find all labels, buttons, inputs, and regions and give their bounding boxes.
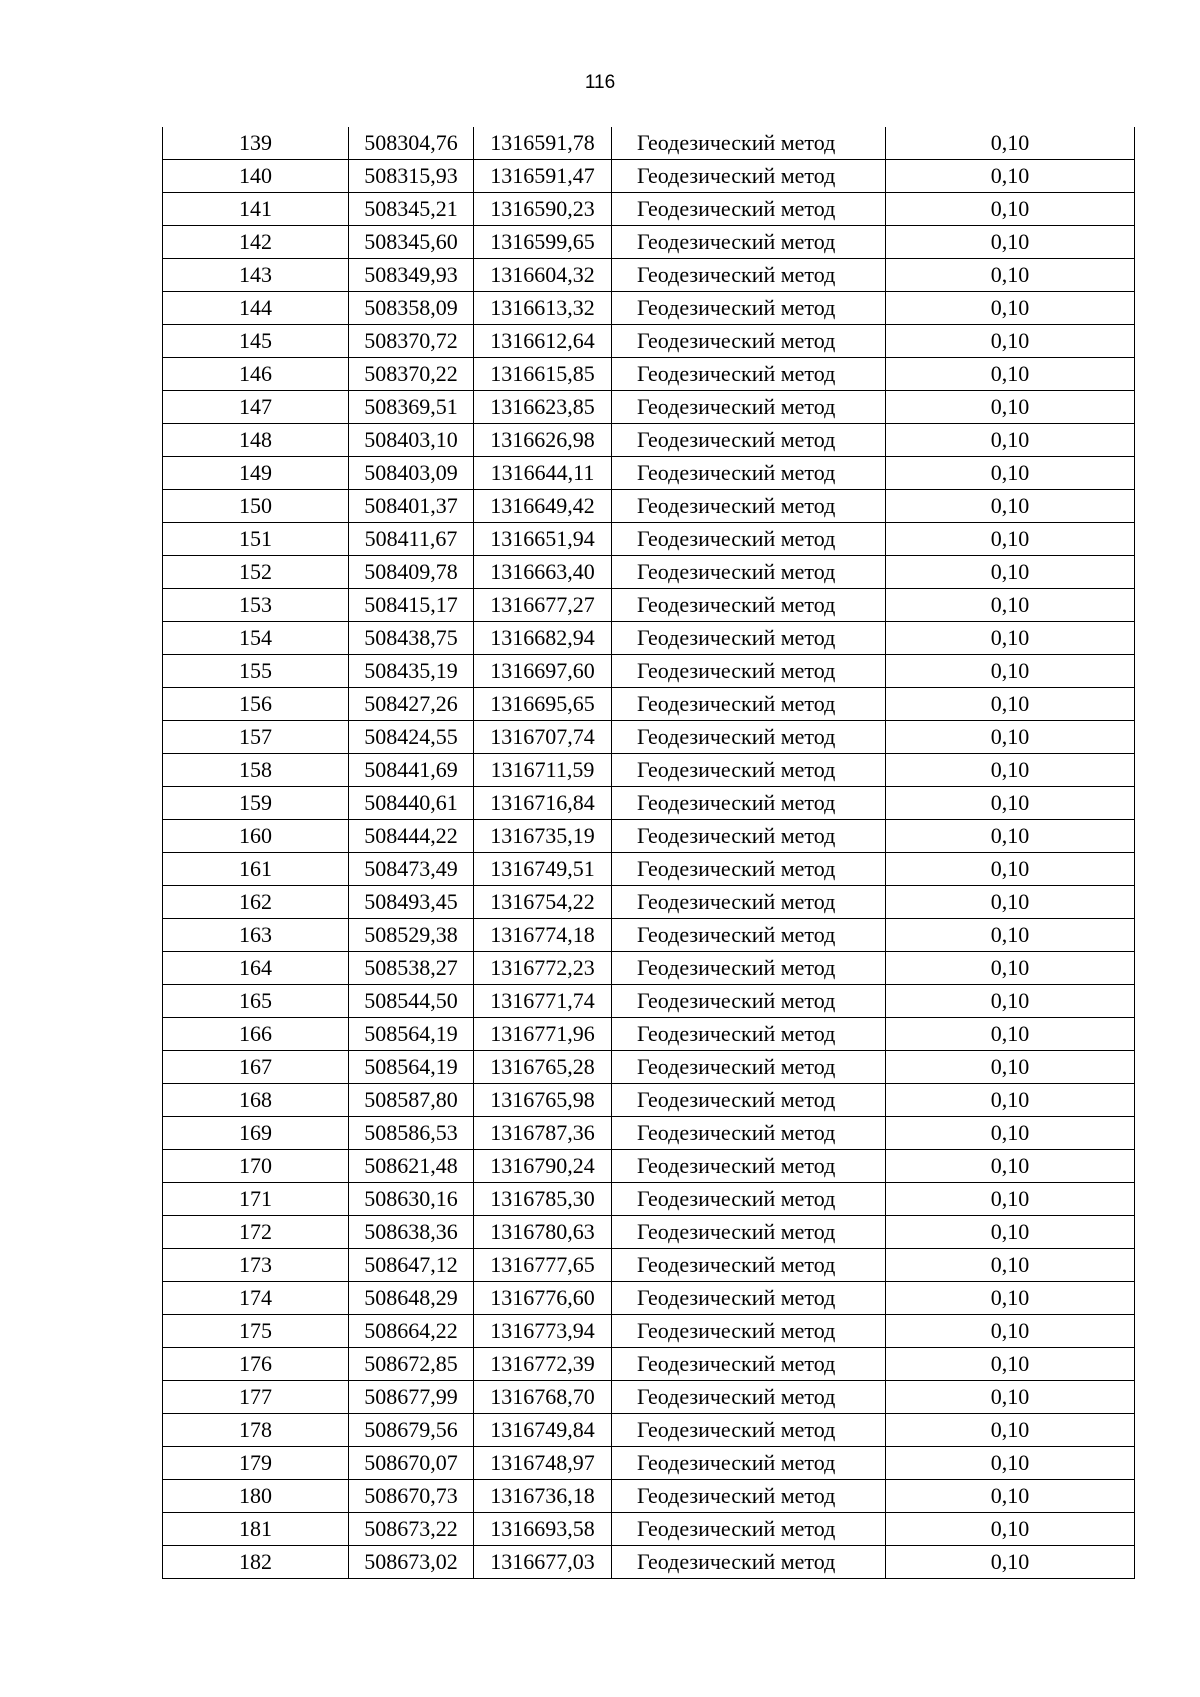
y-coordinate-cell: 1316623,85 bbox=[474, 391, 612, 424]
method-cell: Геодезический метод bbox=[612, 820, 886, 853]
accuracy-cell: 0,10 bbox=[886, 325, 1135, 358]
x-coordinate-cell: 508529,38 bbox=[349, 919, 474, 952]
accuracy-cell: 0,10 bbox=[886, 655, 1135, 688]
point-number-cell: 139 bbox=[163, 127, 349, 160]
method-cell: Геодезический метод bbox=[612, 556, 886, 589]
point-number-cell: 151 bbox=[163, 523, 349, 556]
x-coordinate-cell: 508315,93 bbox=[349, 160, 474, 193]
method-cell: Геодезический метод bbox=[612, 1480, 886, 1513]
y-coordinate-cell: 1316765,98 bbox=[474, 1084, 612, 1117]
y-coordinate-cell: 1316711,59 bbox=[474, 754, 612, 787]
point-number-cell: 162 bbox=[163, 886, 349, 919]
method-cell: Геодезический метод bbox=[612, 886, 886, 919]
point-number-cell: 158 bbox=[163, 754, 349, 787]
table-row bbox=[163, 787, 1135, 820]
accuracy-cell: 0,10 bbox=[886, 688, 1135, 721]
y-coordinate-cell: 1316787,36 bbox=[474, 1117, 612, 1150]
method-cell: Геодезический метод bbox=[612, 391, 886, 424]
x-coordinate-cell: 508586,53 bbox=[349, 1117, 474, 1150]
method-cell: Геодезический метод bbox=[612, 1150, 886, 1183]
x-coordinate-cell: 508630,16 bbox=[349, 1183, 474, 1216]
point-number-cell: 181 bbox=[163, 1513, 349, 1546]
y-coordinate-cell: 1316768,70 bbox=[474, 1381, 612, 1414]
accuracy-cell: 0,10 bbox=[886, 1183, 1135, 1216]
x-coordinate-cell: 508544,50 bbox=[349, 985, 474, 1018]
point-number-cell: 180 bbox=[163, 1480, 349, 1513]
method-cell: Геодезический метод bbox=[612, 1051, 886, 1084]
point-number-cell: 147 bbox=[163, 391, 349, 424]
y-coordinate-cell: 1316649,42 bbox=[474, 490, 612, 523]
coordinates-table-body bbox=[163, 127, 1135, 1579]
table-row bbox=[163, 1117, 1135, 1150]
x-coordinate-cell: 508677,99 bbox=[349, 1381, 474, 1414]
method-cell: Геодезический метод bbox=[612, 1084, 886, 1117]
x-coordinate-cell: 508370,72 bbox=[349, 325, 474, 358]
accuracy-cell: 0,10 bbox=[886, 490, 1135, 523]
method-cell: Геодезический метод bbox=[612, 1183, 886, 1216]
accuracy-cell: 0,10 bbox=[886, 952, 1135, 985]
accuracy-cell: 0,10 bbox=[886, 523, 1135, 556]
y-coordinate-cell: 1316772,39 bbox=[474, 1348, 612, 1381]
accuracy-cell: 0,10 bbox=[886, 1348, 1135, 1381]
accuracy-cell: 0,10 bbox=[886, 1513, 1135, 1546]
method-cell: Геодезический метод bbox=[612, 985, 886, 1018]
accuracy-cell: 0,10 bbox=[886, 1447, 1135, 1480]
table-row bbox=[163, 490, 1135, 523]
accuracy-cell: 0,10 bbox=[886, 1018, 1135, 1051]
accuracy-cell: 0,10 bbox=[886, 193, 1135, 226]
table-row bbox=[163, 1546, 1135, 1579]
method-cell: Геодезический метод bbox=[612, 589, 886, 622]
point-number-cell: 172 bbox=[163, 1216, 349, 1249]
point-number-cell: 140 bbox=[163, 160, 349, 193]
point-number-cell: 160 bbox=[163, 820, 349, 853]
method-cell: Геодезический метод bbox=[612, 457, 886, 490]
point-number-cell: 153 bbox=[163, 589, 349, 622]
table-row bbox=[163, 622, 1135, 655]
point-number-cell: 173 bbox=[163, 1249, 349, 1282]
table-row bbox=[163, 1216, 1135, 1249]
point-number-cell: 148 bbox=[163, 424, 349, 457]
method-cell: Геодезический метод bbox=[612, 1546, 886, 1579]
y-coordinate-cell: 1316677,03 bbox=[474, 1546, 612, 1579]
y-coordinate-cell: 1316599,65 bbox=[474, 226, 612, 259]
table-row bbox=[163, 127, 1135, 160]
table-row bbox=[163, 160, 1135, 193]
x-coordinate-cell: 508673,22 bbox=[349, 1513, 474, 1546]
point-number-cell: 171 bbox=[163, 1183, 349, 1216]
y-coordinate-cell: 1316736,18 bbox=[474, 1480, 612, 1513]
point-number-cell: 176 bbox=[163, 1348, 349, 1381]
method-cell: Геодезический метод bbox=[612, 160, 886, 193]
x-coordinate-cell: 508424,55 bbox=[349, 721, 474, 754]
accuracy-cell: 0,10 bbox=[886, 259, 1135, 292]
accuracy-cell: 0,10 bbox=[886, 292, 1135, 325]
x-coordinate-cell: 508370,22 bbox=[349, 358, 474, 391]
y-coordinate-cell: 1316591,47 bbox=[474, 160, 612, 193]
method-cell: Геодезический метод bbox=[612, 1414, 886, 1447]
method-cell: Геодезический метод bbox=[612, 787, 886, 820]
y-coordinate-cell: 1316754,22 bbox=[474, 886, 612, 919]
table-row bbox=[163, 820, 1135, 853]
accuracy-cell: 0,10 bbox=[886, 1117, 1135, 1150]
table-row bbox=[163, 754, 1135, 787]
method-cell: Геодезический метод bbox=[612, 226, 886, 259]
accuracy-cell: 0,10 bbox=[886, 1546, 1135, 1579]
point-number-cell: 141 bbox=[163, 193, 349, 226]
y-coordinate-cell: 1316749,84 bbox=[474, 1414, 612, 1447]
table-row bbox=[163, 226, 1135, 259]
x-coordinate-cell: 508664,22 bbox=[349, 1315, 474, 1348]
table-row bbox=[163, 1051, 1135, 1084]
method-cell: Геодезический метод bbox=[612, 1348, 886, 1381]
y-coordinate-cell: 1316716,84 bbox=[474, 787, 612, 820]
point-number-cell: 152 bbox=[163, 556, 349, 589]
table-row bbox=[163, 523, 1135, 556]
table-row bbox=[163, 1381, 1135, 1414]
y-coordinate-cell: 1316735,19 bbox=[474, 820, 612, 853]
point-number-cell: 168 bbox=[163, 1084, 349, 1117]
point-number-cell: 156 bbox=[163, 688, 349, 721]
y-coordinate-cell: 1316663,40 bbox=[474, 556, 612, 589]
y-coordinate-cell: 1316644,11 bbox=[474, 457, 612, 490]
x-coordinate-cell: 508493,45 bbox=[349, 886, 474, 919]
point-number-cell: 154 bbox=[163, 622, 349, 655]
x-coordinate-cell: 508411,67 bbox=[349, 523, 474, 556]
table-row bbox=[163, 1480, 1135, 1513]
table-row bbox=[163, 358, 1135, 391]
point-number-cell: 167 bbox=[163, 1051, 349, 1084]
table-row bbox=[163, 1414, 1135, 1447]
y-coordinate-cell: 1316697,60 bbox=[474, 655, 612, 688]
method-cell: Геодезический метод bbox=[612, 358, 886, 391]
method-cell: Геодезический метод bbox=[612, 424, 886, 457]
coordinates-table bbox=[162, 127, 1135, 1579]
y-coordinate-cell: 1316777,65 bbox=[474, 1249, 612, 1282]
table-row bbox=[163, 688, 1135, 721]
table-row bbox=[163, 259, 1135, 292]
x-coordinate-cell: 508401,37 bbox=[349, 490, 474, 523]
table-row bbox=[163, 721, 1135, 754]
point-number-cell: 175 bbox=[163, 1315, 349, 1348]
method-cell: Геодезический метод bbox=[612, 1249, 886, 1282]
accuracy-cell: 0,10 bbox=[886, 1051, 1135, 1084]
x-coordinate-cell: 508564,19 bbox=[349, 1018, 474, 1051]
table-row bbox=[163, 1315, 1135, 1348]
point-number-cell: 169 bbox=[163, 1117, 349, 1150]
method-cell: Геодезический метод bbox=[612, 952, 886, 985]
y-coordinate-cell: 1316626,98 bbox=[474, 424, 612, 457]
table-row bbox=[163, 391, 1135, 424]
table-row bbox=[163, 1282, 1135, 1315]
page-number: 116 bbox=[584, 72, 616, 93]
y-coordinate-cell: 1316615,85 bbox=[474, 358, 612, 391]
x-coordinate-cell: 508369,51 bbox=[349, 391, 474, 424]
table-row bbox=[163, 886, 1135, 919]
accuracy-cell: 0,10 bbox=[886, 556, 1135, 589]
accuracy-cell: 0,10 bbox=[886, 457, 1135, 490]
accuracy-cell: 0,10 bbox=[886, 127, 1135, 160]
method-cell: Геодезический метод bbox=[612, 622, 886, 655]
y-coordinate-cell: 1316790,24 bbox=[474, 1150, 612, 1183]
accuracy-cell: 0,10 bbox=[886, 721, 1135, 754]
point-number-cell: 143 bbox=[163, 259, 349, 292]
x-coordinate-cell: 508473,49 bbox=[349, 853, 474, 886]
x-coordinate-cell: 508304,76 bbox=[349, 127, 474, 160]
method-cell: Геодезический метод bbox=[612, 1018, 886, 1051]
table-row bbox=[163, 853, 1135, 886]
point-number-cell: 178 bbox=[163, 1414, 349, 1447]
accuracy-cell: 0,10 bbox=[886, 1480, 1135, 1513]
y-coordinate-cell: 1316682,94 bbox=[474, 622, 612, 655]
table-row bbox=[163, 292, 1135, 325]
point-number-cell: 165 bbox=[163, 985, 349, 1018]
method-cell: Геодезический метод bbox=[612, 1381, 886, 1414]
method-cell: Геодезический метод bbox=[612, 325, 886, 358]
x-coordinate-cell: 508621,48 bbox=[349, 1150, 474, 1183]
x-coordinate-cell: 508440,61 bbox=[349, 787, 474, 820]
point-number-cell: 157 bbox=[163, 721, 349, 754]
y-coordinate-cell: 1316677,27 bbox=[474, 589, 612, 622]
x-coordinate-cell: 508345,60 bbox=[349, 226, 474, 259]
method-cell: Геодезический метод bbox=[612, 1117, 886, 1150]
accuracy-cell: 0,10 bbox=[886, 820, 1135, 853]
accuracy-cell: 0,10 bbox=[886, 853, 1135, 886]
y-coordinate-cell: 1316771,96 bbox=[474, 1018, 612, 1051]
x-coordinate-cell: 508679,56 bbox=[349, 1414, 474, 1447]
method-cell: Геодезический метод bbox=[612, 919, 886, 952]
table-row bbox=[163, 325, 1135, 358]
x-coordinate-cell: 508441,69 bbox=[349, 754, 474, 787]
y-coordinate-cell: 1316651,94 bbox=[474, 523, 612, 556]
point-number-cell: 179 bbox=[163, 1447, 349, 1480]
y-coordinate-cell: 1316773,94 bbox=[474, 1315, 612, 1348]
method-cell: Геодезический метод bbox=[612, 1513, 886, 1546]
x-coordinate-cell: 508438,75 bbox=[349, 622, 474, 655]
point-number-cell: 182 bbox=[163, 1546, 349, 1579]
method-cell: Геодезический метод bbox=[612, 1282, 886, 1315]
point-number-cell: 142 bbox=[163, 226, 349, 259]
x-coordinate-cell: 508415,17 bbox=[349, 589, 474, 622]
point-number-cell: 145 bbox=[163, 325, 349, 358]
point-number-cell: 163 bbox=[163, 919, 349, 952]
table-row bbox=[163, 1183, 1135, 1216]
x-coordinate-cell: 508670,73 bbox=[349, 1480, 474, 1513]
y-coordinate-cell: 1316604,32 bbox=[474, 259, 612, 292]
x-coordinate-cell: 508673,02 bbox=[349, 1546, 474, 1579]
y-coordinate-cell: 1316780,63 bbox=[474, 1216, 612, 1249]
accuracy-cell: 0,10 bbox=[886, 391, 1135, 424]
point-number-cell: 174 bbox=[163, 1282, 349, 1315]
x-coordinate-cell: 508349,93 bbox=[349, 259, 474, 292]
x-coordinate-cell: 508345,21 bbox=[349, 193, 474, 226]
table-row bbox=[163, 457, 1135, 490]
accuracy-cell: 0,10 bbox=[886, 358, 1135, 391]
accuracy-cell: 0,10 bbox=[886, 1084, 1135, 1117]
accuracy-cell: 0,10 bbox=[886, 886, 1135, 919]
table-row bbox=[163, 952, 1135, 985]
x-coordinate-cell: 508538,27 bbox=[349, 952, 474, 985]
method-cell: Геодезический метод bbox=[612, 259, 886, 292]
y-coordinate-cell: 1316749,51 bbox=[474, 853, 612, 886]
point-number-cell: 161 bbox=[163, 853, 349, 886]
point-number-cell: 150 bbox=[163, 490, 349, 523]
point-number-cell: 155 bbox=[163, 655, 349, 688]
point-number-cell: 159 bbox=[163, 787, 349, 820]
table-row bbox=[163, 1150, 1135, 1183]
x-coordinate-cell: 508444,22 bbox=[349, 820, 474, 853]
x-coordinate-cell: 508638,36 bbox=[349, 1216, 474, 1249]
table-row bbox=[163, 985, 1135, 1018]
x-coordinate-cell: 508358,09 bbox=[349, 292, 474, 325]
accuracy-cell: 0,10 bbox=[886, 1414, 1135, 1447]
point-number-cell: 144 bbox=[163, 292, 349, 325]
accuracy-cell: 0,10 bbox=[886, 160, 1135, 193]
y-coordinate-cell: 1316776,60 bbox=[474, 1282, 612, 1315]
x-coordinate-cell: 508647,12 bbox=[349, 1249, 474, 1282]
y-coordinate-cell: 1316693,58 bbox=[474, 1513, 612, 1546]
accuracy-cell: 0,10 bbox=[886, 1249, 1135, 1282]
x-coordinate-cell: 508403,09 bbox=[349, 457, 474, 490]
method-cell: Геодезический метод bbox=[612, 193, 886, 226]
table-row bbox=[163, 1513, 1135, 1546]
y-coordinate-cell: 1316765,28 bbox=[474, 1051, 612, 1084]
x-coordinate-cell: 508435,19 bbox=[349, 655, 474, 688]
x-coordinate-cell: 508587,80 bbox=[349, 1084, 474, 1117]
table-row bbox=[163, 556, 1135, 589]
x-coordinate-cell: 508403,10 bbox=[349, 424, 474, 457]
accuracy-cell: 0,10 bbox=[886, 1216, 1135, 1249]
y-coordinate-cell: 1316612,64 bbox=[474, 325, 612, 358]
point-number-cell: 146 bbox=[163, 358, 349, 391]
method-cell: Геодезический метод bbox=[612, 688, 886, 721]
accuracy-cell: 0,10 bbox=[886, 1381, 1135, 1414]
accuracy-cell: 0,10 bbox=[886, 424, 1135, 457]
table-row bbox=[163, 193, 1135, 226]
y-coordinate-cell: 1316590,23 bbox=[474, 193, 612, 226]
method-cell: Геодезический метод bbox=[612, 1216, 886, 1249]
y-coordinate-cell: 1316591,78 bbox=[474, 127, 612, 160]
table-row bbox=[163, 424, 1135, 457]
y-coordinate-cell: 1316772,23 bbox=[474, 952, 612, 985]
accuracy-cell: 0,10 bbox=[886, 1282, 1135, 1315]
x-coordinate-cell: 508427,26 bbox=[349, 688, 474, 721]
point-number-cell: 170 bbox=[163, 1150, 349, 1183]
x-coordinate-cell: 508670,07 bbox=[349, 1447, 474, 1480]
accuracy-cell: 0,10 bbox=[886, 589, 1135, 622]
point-number-cell: 149 bbox=[163, 457, 349, 490]
accuracy-cell: 0,10 bbox=[886, 787, 1135, 820]
table-row bbox=[163, 1348, 1135, 1381]
accuracy-cell: 0,10 bbox=[886, 985, 1135, 1018]
method-cell: Геодезический метод bbox=[612, 754, 886, 787]
y-coordinate-cell: 1316695,65 bbox=[474, 688, 612, 721]
method-cell: Геодезический метод bbox=[612, 490, 886, 523]
x-coordinate-cell: 508409,78 bbox=[349, 556, 474, 589]
x-coordinate-cell: 508564,19 bbox=[349, 1051, 474, 1084]
table-row bbox=[163, 1249, 1135, 1282]
method-cell: Геодезический метод bbox=[612, 721, 886, 754]
y-coordinate-cell: 1316613,32 bbox=[474, 292, 612, 325]
y-coordinate-cell: 1316774,18 bbox=[474, 919, 612, 952]
method-cell: Геодезический метод bbox=[612, 127, 886, 160]
table-row bbox=[163, 1018, 1135, 1051]
table-row bbox=[163, 919, 1135, 952]
accuracy-cell: 0,10 bbox=[886, 1315, 1135, 1348]
point-number-cell: 177 bbox=[163, 1381, 349, 1414]
accuracy-cell: 0,10 bbox=[886, 226, 1135, 259]
point-number-cell: 166 bbox=[163, 1018, 349, 1051]
table-row bbox=[163, 1447, 1135, 1480]
method-cell: Геодезический метод bbox=[612, 1315, 886, 1348]
method-cell: Геодезический метод bbox=[612, 1447, 886, 1480]
x-coordinate-cell: 508672,85 bbox=[349, 1348, 474, 1381]
point-number-cell: 164 bbox=[163, 952, 349, 985]
y-coordinate-cell: 1316707,74 bbox=[474, 721, 612, 754]
y-coordinate-cell: 1316771,74 bbox=[474, 985, 612, 1018]
method-cell: Геодезический метод bbox=[612, 523, 886, 556]
table-row bbox=[163, 655, 1135, 688]
y-coordinate-cell: 1316748,97 bbox=[474, 1447, 612, 1480]
accuracy-cell: 0,10 bbox=[886, 1150, 1135, 1183]
y-coordinate-cell: 1316785,30 bbox=[474, 1183, 612, 1216]
table-row bbox=[163, 1084, 1135, 1117]
method-cell: Геодезический метод bbox=[612, 853, 886, 886]
accuracy-cell: 0,10 bbox=[886, 622, 1135, 655]
method-cell: Геодезический метод bbox=[612, 292, 886, 325]
accuracy-cell: 0,10 bbox=[886, 754, 1135, 787]
x-coordinate-cell: 508648,29 bbox=[349, 1282, 474, 1315]
method-cell: Геодезический метод bbox=[612, 655, 886, 688]
table-row bbox=[163, 589, 1135, 622]
accuracy-cell: 0,10 bbox=[886, 919, 1135, 952]
